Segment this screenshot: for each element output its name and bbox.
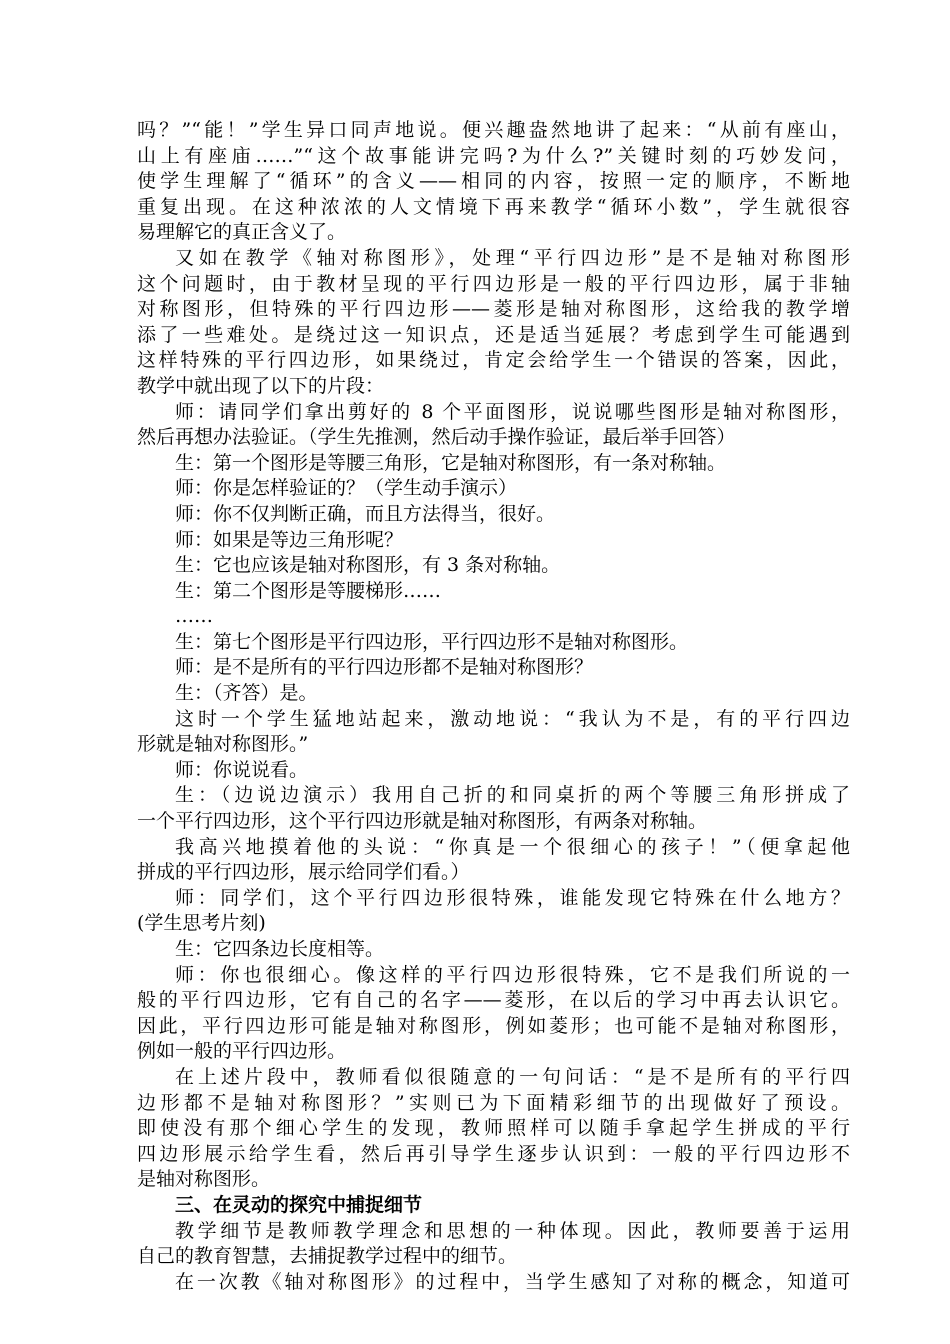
text-line: 然后再想办法验证。（学生先推测，然后动手操作验证，最后举手回答） bbox=[137, 426, 736, 449]
text-line: 对称图形，但特殊的平行四边形——菱形是轴对称图形，这给我的教学增 bbox=[137, 298, 850, 321]
text-line: 生：第七个图形是平行四边形，平行四边形不是轴对称图形。 bbox=[175, 630, 689, 653]
text-line: 拼成的平行四边形，展示给同学们看。） bbox=[137, 861, 470, 884]
text-line: …… bbox=[175, 605, 213, 628]
text-line: 吗？”“能！”学生异口同声地说。便兴趣盎然地讲了起来：“从前有座山， bbox=[137, 119, 850, 141]
text-line: 生：它也应该是轴对称图形，有 3 条对称轴。 bbox=[175, 554, 561, 577]
text-line: 师：同学们，这个平行四边形很特殊，谁能发现它特殊在什么地方？ bbox=[175, 886, 850, 909]
text-line: 生：（边说边演示）我用自己折的和同桌折的两个等腰三角形拼成了 bbox=[175, 784, 850, 807]
text-line: 般的平行四边形，它有自己的名字——菱形，在以后的学习中再去认识它。 bbox=[137, 989, 850, 1012]
text-line: 形就是轴对称图形。” bbox=[137, 733, 309, 756]
text-line: 在上述片段中，教师看似很随意的一句问话：“是不是所有的平行四 bbox=[175, 1065, 850, 1088]
text-line: 这样特殊的平行四边形，如果绕过，肯定会给学生一个错误的答案，因此， bbox=[137, 349, 850, 372]
text-line: 是轴对称图形。 bbox=[137, 1168, 271, 1191]
section-heading: 三、在灵动的探究中捕捉细节 bbox=[175, 1193, 423, 1216]
text-line: 山上有座庙……”“这个故事能讲完吗?为什么?”关键时刻的巧妙发问， bbox=[137, 144, 850, 167]
text-line: 师：是不是所有的平行四边形都不是轴对称图形？ bbox=[175, 656, 594, 679]
text-line: 自己的教育智慧，去捕捉教学过程中的细节。 bbox=[137, 1245, 518, 1268]
text-line: 教学细节是教师教学理念和思想的一种体现。因此，教师要善于运用 bbox=[175, 1219, 850, 1242]
text-line: 生：第二个图形是等腰梯形…… bbox=[175, 579, 442, 602]
text-line: 易理解它的真正含义了。 bbox=[137, 221, 347, 244]
text-line: 生：它四条边长度相等。 bbox=[175, 938, 385, 960]
text-line: 师：你也很细心。像这样的平行四边形很特殊，它不是我们所说的一 bbox=[175, 963, 850, 986]
text-line: 师：你是怎样验证的？（学生动手演示） bbox=[175, 477, 518, 500]
text-line: 这个问题时，由于教材呈现的平行四边形是一般的平行四边形，属于非轴 bbox=[137, 272, 850, 295]
text-line: 师：你说说看。 bbox=[175, 758, 309, 781]
text-line: 使学生理解了“循环”的含义——相同的内容，按照一定的顺序，不断地 bbox=[137, 170, 850, 193]
text-line: 教学中就出现了以下的片段： bbox=[137, 374, 385, 397]
text-line: 例如一般的平行四边形。 bbox=[137, 1040, 347, 1063]
text-line: 边形都不是轴对称图形？”实则已为下面精彩细节的出现做好了预设。 bbox=[137, 1091, 850, 1114]
text-line: 四边形展示给学生看，然后再引导学生逐步认识到：一般的平行四边形不 bbox=[137, 1142, 850, 1165]
document-page bbox=[137, 118, 850, 1295]
text-line: 师：请同学们拿出剪好的 8 个平面图形，说说哪些图形是轴对称图形， bbox=[175, 400, 850, 423]
text-line: 生：（齐答）是。 bbox=[175, 682, 318, 705]
text-line: 即使没有那个细心学生的发现，教师照样可以随手拿起学生拼成的平行 bbox=[137, 1117, 850, 1140]
text-line: 这时一个学生猛地站起来，激动地说：“我认为不是，有的平行四边 bbox=[175, 707, 850, 730]
text-line: 师：你不仅判断正确，而且方法得当，很好。 bbox=[175, 502, 556, 525]
text-line: 重复出现。在这种浓浓的人文情境下再来教学“循环小数”，学生就很容 bbox=[137, 195, 850, 218]
text-line: 我高兴地摸着他的头说：“你真是一个很细心的孩子！”（便拿起他 bbox=[175, 835, 850, 858]
text-line: 添了一些难处。是绕过这一知识点，还是适当延展？考虑到学生可能遇到 bbox=[137, 323, 850, 346]
text-line: 生：第一个图形是等腰三角形，它是轴对称图形，有一条对称轴。 bbox=[175, 451, 727, 474]
text-line: 在一次教《轴对称图形》的过程中，当学生感知了对称的概念，知道可 bbox=[175, 1270, 850, 1293]
text-line: 一个平行四边形，这个平行四边形就是轴对称图形，有两条对称轴。 bbox=[137, 810, 708, 833]
text-line: 因此，平行四边形可能是轴对称图形，例如菱形；也可能不是轴对称图形， bbox=[137, 1014, 850, 1037]
text-line: (学生思考片刻) bbox=[137, 912, 266, 935]
text-line: 师：如果是等边三角形呢？ bbox=[175, 528, 404, 551]
text-line: 又如在教学《轴对称图形》，处理“平行四边形”是不是轴对称图形 bbox=[175, 246, 850, 269]
